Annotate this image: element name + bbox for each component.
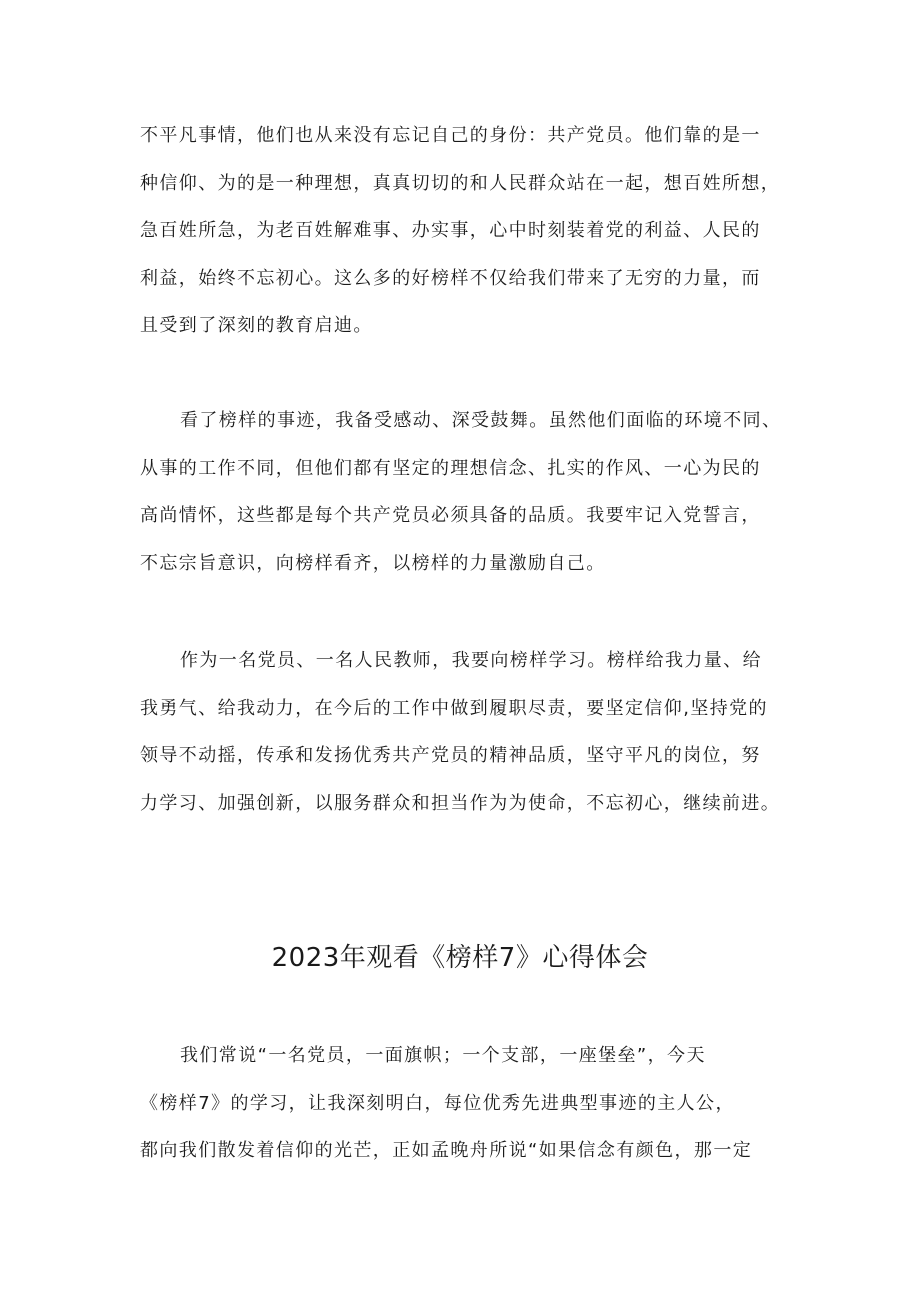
text-line: 作为一名党员、一名人民教师，我要向榜样学习。榜样给我力量、给 [180,650,762,671]
text-line: 力学习、加强创新，以服务群众和担当作为为使命，不忘初心，继续前进。 [140,792,781,814]
paragraph-3 [140,637,800,827]
text-line: 我勇气、给我动力，在今后的工作中做到履职尽责，要坚定信仰,坚持党的 [140,697,768,719]
text-line: 种信仰、为的是一种理想，真真切切的和人民群众站在一起，想百姓所想， [140,172,781,194]
text-line: 领导不动摇，传承和发扬优秀共产党员的精神品质，坚守平凡的岗位，努 [140,745,761,766]
text-line: 且受到了深刻的教育启迪。 [140,315,373,336]
text-line: 不平凡事情，他们也从来没有忘记自己的身份：共产党员。他们靠的是一 [140,125,761,146]
text-line: 利益，始终不忘初心。这么多的好榜样不仅给我们带来了无穷的力量，而 [140,267,761,289]
text-line: 不忘宗旨意识，向榜样看齐，以榜样的力量激励自己。 [140,552,606,574]
paragraph-1 [140,112,800,350]
text-line: 都向我们散发着信仰的光芒，正如孟晚舟所说“如果信念有颜色，那一定 [140,1140,753,1161]
text-line: 急百姓所急，为老百姓解难事、办实事，心中时刻装着党的利益、人民的 [140,220,761,241]
text-line: 高尚情怀，这些都是每个共产党员必须具备的品质。我要牢记入党誓言， [140,505,761,526]
text-line: 看了榜样的事迹，我备受感动、深受鼓舞。虽然他们面临的环境不同、 [180,410,782,431]
text-line: 我们常说“一名党员，一面旗帜；一个支部，一座堡垒”，今天 [180,1045,706,1066]
section-paragraph [140,1032,800,1175]
text-line: 从事的工作不同，但他们都有坚定的理想信念、扎实的作风、一心为民的 [140,457,761,479]
paragraph-2 [140,397,800,587]
text-line: 《榜样7》的学习，让我深刻明白，每位优秀先进典型事迹的主人公， [140,1092,735,1114]
section-title: 2023年观看《榜样7》心得体会 [271,943,649,973]
